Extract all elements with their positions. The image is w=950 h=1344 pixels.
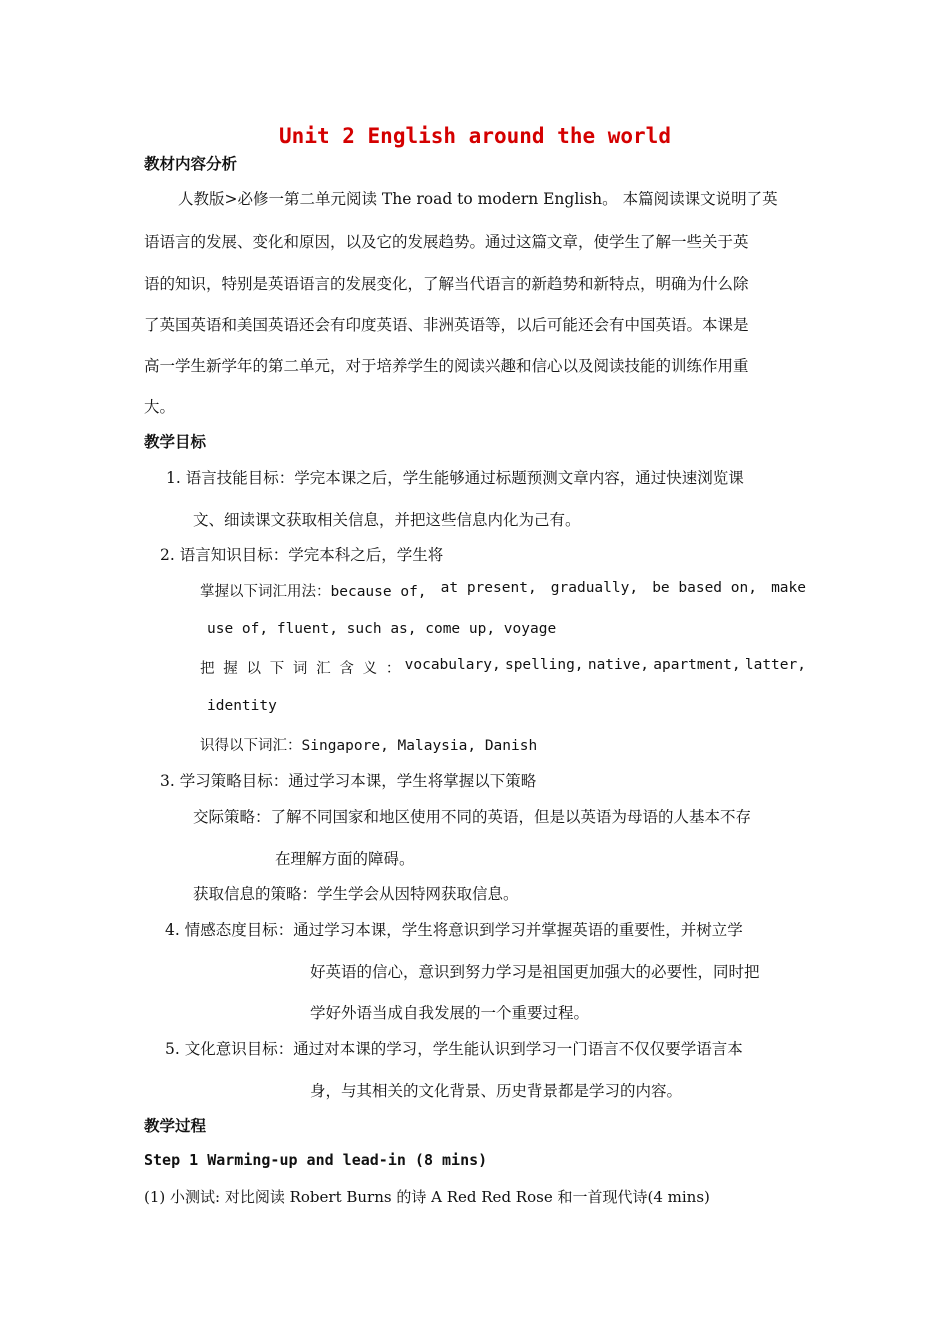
vocab-use-part: 掌握以下词汇用法：because of,	[200, 584, 427, 600]
analysis-line-5: 高一学生新学年的第二单元，对于培养学生的阅读兴趣和信心以及阅读技能的训练作用重	[144, 357, 749, 375]
goal-2-line-1: 2. 语言知识目标：学完本科之后，学生将	[160, 546, 444, 564]
vocab-meaning-part: apartment,	[653, 657, 741, 673]
goal-1-line-2: 文、细读课文获取相关信息，并把这些信息内化为己有。	[193, 511, 581, 529]
analysis-line-6: 大。	[144, 398, 176, 416]
analysis-line-4: 了英国英语和美国英语还会有印度英语、非洲英语等，以后可能还会有中国英语。本课是	[144, 316, 749, 334]
goal-2-vocab-use-line-2: use of, fluent, such as, come up, voyage	[207, 621, 557, 637]
section-heading-analysis: 教材内容分析	[144, 155, 238, 173]
goal-5-line-2: 身，与其相关的文化背景、历史背景都是学习的内容。	[310, 1082, 683, 1100]
goal-3-info-strategy: 获取信息的策略：学生学会从因特网获取信息。	[193, 885, 519, 903]
goal-3-communication-line-2: 在理解方面的障碍。	[275, 850, 415, 868]
goal-4-line-3: 学好外语当成自我发展的一个重要过程。	[310, 1004, 590, 1022]
section-heading-process: 教学过程	[144, 1117, 207, 1135]
vocab-use-part: at present,	[440, 580, 537, 596]
vocab-meaning-part: vocabulary,	[404, 657, 501, 673]
vocab-meaning-part: spelling,	[504, 657, 584, 673]
goal-5-line-1: 5. 文化意识目标：通过对本课的学习，学生能认识到学习一门语言不仅仅要学语言本	[165, 1040, 743, 1058]
step-1-item-1: (1) 小测试: 对比阅读 Robert Burns 的诗 A Red Red Rose 和一首现代诗(4 mins)	[144, 1188, 710, 1206]
goal-3-line-1: 3. 学习策略目标：通过学习本课，学生将掌握以下策略	[160, 772, 537, 790]
section-heading-goals: 教学目标	[144, 433, 207, 451]
vocab-meaning-part: native,	[587, 657, 649, 673]
step-1-heading: Step 1 Warming-up and lead-in (8 mins)	[144, 1151, 488, 1169]
goal-4-line-1: 4. 情感态度目标：通过学习本课，学生将意识到学习并掌握英语的重要性，并树立学	[165, 921, 743, 939]
vocab-meaning-part: 把 握 以 下 词 汇 含 义 ：	[200, 661, 401, 677]
goal-3-communication-line-1: 交际策略：了解不同国家和地区使用不同的英语，但是以英语为母语的人基本不存	[193, 808, 752, 826]
vocab-meaning-part: latter,	[744, 657, 806, 673]
analysis-line-1: 人教版>必修一第二单元阅读 The road to modern English。 本篇阅读课文说明了英	[178, 190, 778, 208]
goal-2-vocab-meaning-line-1	[200, 657, 806, 678]
goal-1-line-1: 1. 语言技能目标：学完本课之后，学生能够通过标题预测文章内容，通过快速浏览课	[166, 469, 744, 487]
analysis-line-2: 语语言的发展、变化和原因，以及它的发展趋势。通过这篇文章，使学生了解一些关于英	[144, 233, 749, 251]
goal-2-vocab-use-line-1	[200, 580, 806, 601]
goal-2-vocab-recognize: 识得以下词汇：Singapore, Malaysia, Danish	[200, 738, 538, 754]
vocab-use-part: be based on,	[652, 580, 757, 596]
analysis-line-3: 语的知识，特别是英语语言的发展变化，了解当代语言的新趋势和新特点，明确为什么除	[144, 275, 749, 293]
document-title: Unit 2 English around the world	[279, 124, 671, 148]
vocab-use-part: make	[771, 580, 806, 596]
goal-4-line-2: 好英语的信心，意识到努力学习是祖国更加强大的必要性，同时把	[310, 963, 760, 981]
vocab-use-part: gradually,	[550, 580, 639, 596]
goal-2-vocab-meaning-line-2: identity	[207, 698, 277, 714]
